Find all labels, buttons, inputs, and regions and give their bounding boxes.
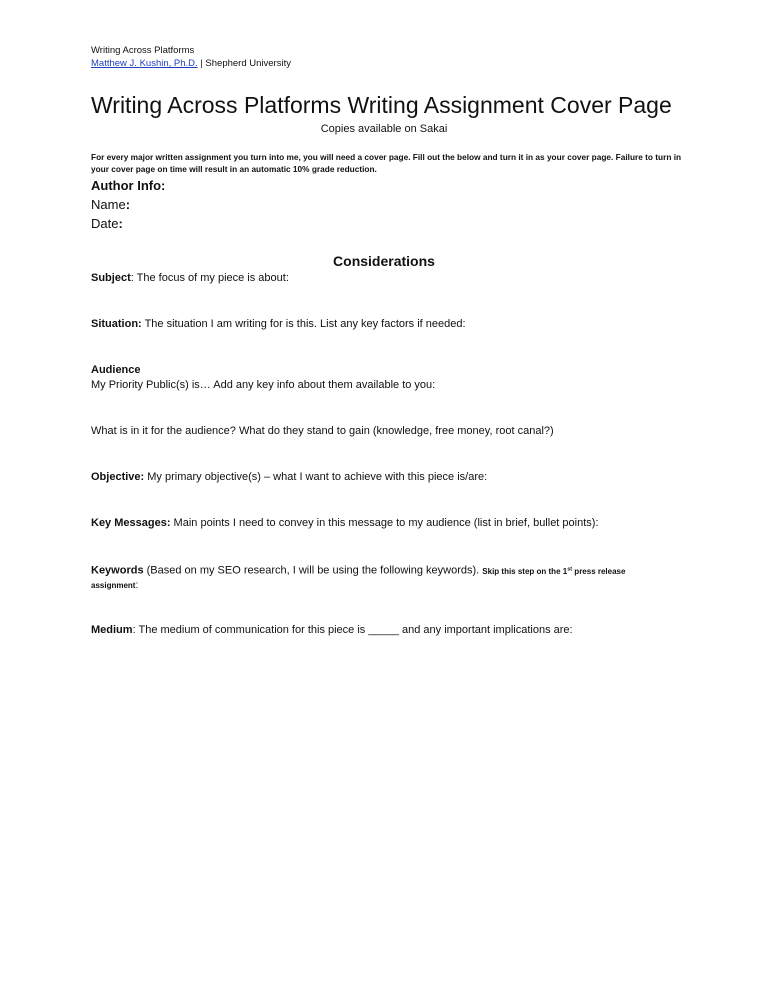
objective-label: Objective: [91,471,145,483]
header-separator: | [197,58,206,69]
medium-label: Medium [91,624,133,636]
situation-question [91,317,691,332]
keywords-skip-line2-text: assignment [91,581,136,590]
course-name: Writing Across Platforms [91,45,195,56]
author-link[interactable]: Matthew J. Kushin, Ph.D. [91,58,198,69]
keywords-skip-sup: st [567,566,573,572]
date-colon: : [118,216,123,231]
keywords-skip-post: press release [572,566,626,576]
audience-gain-question: What is in it for the audience? What do they stand to gain (knowledge, free money, root canal?) [91,425,554,437]
page-header [91,44,291,70]
date-field [91,215,123,232]
key-messages-question [91,516,691,531]
key-messages-label: Key Messages: [91,517,171,529]
situation-text: The situation I am writing for is this. List any key factors if needed: [141,318,466,330]
date-label: Date [91,216,119,231]
keywords-label: Keywords [91,564,144,577]
page-subtitle: Copies available on Sakai [320,123,448,135]
audience-label: Audience [91,364,141,376]
page-title: Writing Across Platforms Writing Assignment Cover Page [91,92,672,118]
situation-label: Situation: [91,318,142,330]
considerations-heading: Considerations [333,253,435,269]
objective-text: My primary objective(s) – what I want to achieve with this piece is/are: [144,471,488,483]
subject-text: : The focus of my piece is about: [130,272,289,284]
name-label: Name [91,197,126,212]
keywords-skip-note [482,567,625,576]
name-field [91,196,130,213]
university-name: Shepherd University [205,58,291,69]
audience-question: My Priority Public(s) is… Add any key info about them available to you: [91,379,436,391]
subject-label: Subject [91,272,131,284]
name-colon: : [125,197,131,212]
author-line [91,57,291,70]
objective-question [91,470,691,485]
keywords-question [91,562,691,579]
audience-heading [91,363,691,378]
keywords-skip-pre: Skip this step on the 1 [482,566,568,576]
medium-text: : The medium of communication for this piece is _____ and any important implications are: [132,624,573,636]
keywords-skip-line2 [91,580,138,592]
key-messages-text: Main points I need to convey in this message to my audience (list in brief, bullet points): [170,517,599,529]
keywords-colon: : [135,580,139,591]
intro-paragraph: For every major written assignment you turn into me, you will need a cover page. Fill out the below and turn it in as your cover page. Failure to turn in your cover page on time will result in an automatic 10% grade reduction. [91,152,682,174]
medium-question [91,623,691,638]
author-info-heading: Author Info: [91,178,166,193]
keywords-text: (Based on my SEO research, I will be using the following keywords). [143,564,483,577]
subject-question [91,271,691,286]
